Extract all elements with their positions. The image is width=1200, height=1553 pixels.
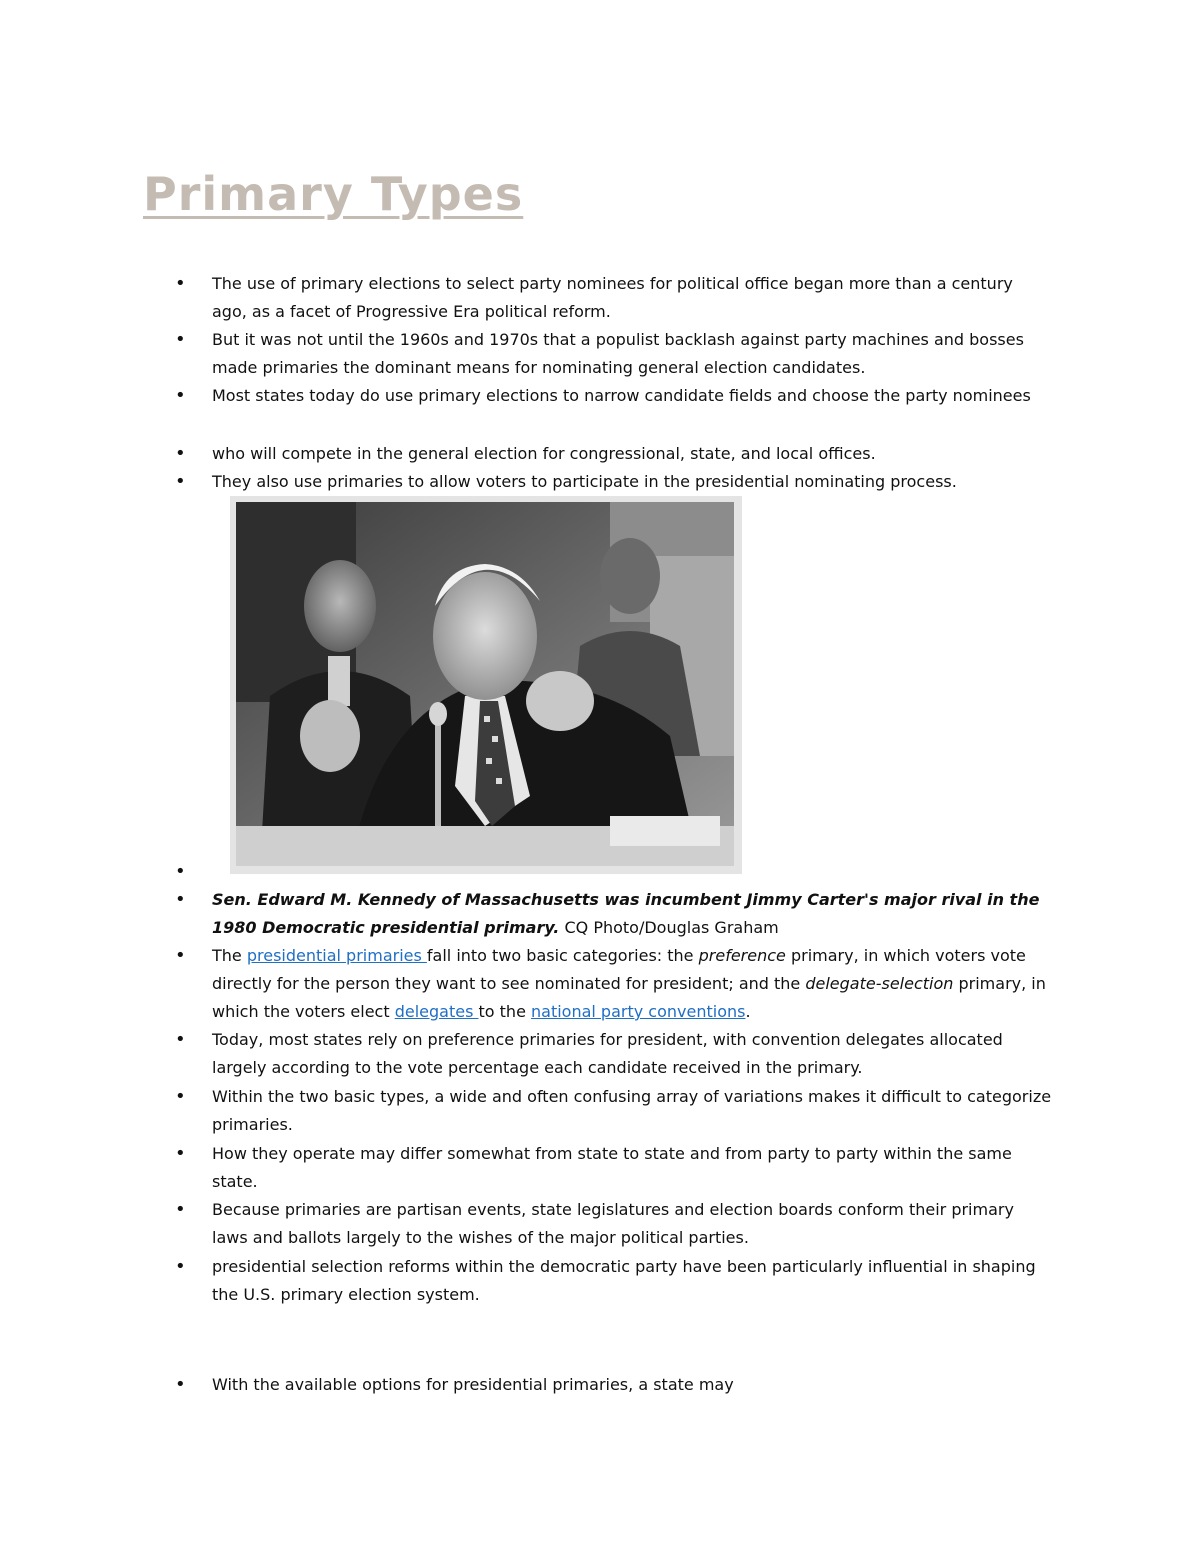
- kennedy-photo: [230, 496, 742, 874]
- link-presidential-primaries[interactable]: presidential primaries: [246, 946, 427, 965]
- list-item: [175, 942, 1052, 1026]
- item-text: The: [212, 946, 247, 965]
- item-text-italic: delegate-selection: [805, 974, 954, 993]
- bullet-icon: •: [175, 1086, 186, 1107]
- bullet-icon: •: [175, 471, 186, 492]
- item-text: The use of primary elections to select party nominees for political office began more than a century ago, as a facet of Progressive Era political reform.: [212, 274, 1013, 321]
- list-item: [175, 1253, 1052, 1309]
- photo-image: [230, 496, 742, 874]
- item-text: Today, most states rely on preference primaries for president, with convention delegates allocated largely according to the vote percentage each candidate received in the primary.: [212, 1030, 1003, 1077]
- bullet-icon: •: [175, 1256, 186, 1277]
- item-text: Because primaries are partisan events, state legislatures and election boards conform their primary laws and ballots largely to the wishes of the major political parties.: [212, 1200, 1014, 1247]
- item-text: But it was not until the 1960s and 1970s that a populist backlash against party machines and bosses made primaries the dominant means for nominating general election candidates.: [212, 330, 1024, 377]
- list-item: [175, 1371, 1052, 1399]
- item-text: to the: [478, 1002, 531, 1021]
- item-text: They also use primaries to allow voters to participate in the presidential nominating process.: [212, 472, 957, 491]
- item-text: who will compete in the general election for congressional, state, and local offices.: [212, 444, 876, 463]
- list-item: [175, 1083, 1052, 1139]
- bullet-icon: •: [175, 1143, 186, 1164]
- item-text: .: [745, 1002, 751, 1021]
- bullet-icon: •: [175, 273, 186, 294]
- bullet-icon: •: [175, 889, 186, 910]
- bullet-icon: •: [175, 1029, 186, 1050]
- item-text: presidential selection reforms within the democratic party have been particularly influential in shaping the U.S. primary election system.: [212, 1257, 1036, 1304]
- item-text: Within the two basic types, a wide and often confusing array of variations makes it difficult to categorize primaries.: [212, 1087, 1052, 1134]
- caption-text: Sen. Edward M. Kennedy of Massachusetts was incumbent Jimmy Carter's major rival in the 1980 Democratic presidential primary.: [212, 890, 1040, 937]
- bullet-icon: •: [175, 329, 186, 350]
- item-text: primary, in which the voters elect: [212, 974, 1046, 1021]
- photo-caption: [175, 886, 1052, 942]
- bullet-icon: •: [175, 385, 186, 406]
- bullet-icon: •: [175, 1374, 186, 1395]
- bullet-icon: •: [175, 861, 186, 882]
- list-item: [175, 1196, 1052, 1252]
- item-text: Most states today do use primary elections to narrow candidate fields and choose the party nominees: [212, 386, 1031, 405]
- item-text: With the available options for presidential primaries, a state may: [212, 1375, 734, 1394]
- list-item: [175, 468, 1052, 496]
- bullet-icon: •: [175, 945, 186, 966]
- caption-credit: CQ Photo/Douglas Graham: [559, 918, 779, 937]
- list-item: [175, 382, 1052, 410]
- bullet-icon: •: [175, 1199, 186, 1220]
- list-item: [175, 440, 1052, 468]
- list-item: [175, 1026, 1052, 1082]
- link-national-party-conventions[interactable]: national party conventions: [531, 1002, 746, 1021]
- item-text: primary, in which voters vote directly for the person they want to see nominated for president; and the: [212, 946, 1026, 993]
- item-text: fall into two basic categories: the: [426, 946, 699, 965]
- bullet-icon: •: [175, 443, 186, 464]
- list-item: [175, 326, 1052, 382]
- item-text-italic: preference: [698, 946, 786, 965]
- page-title: Primary Types: [143, 167, 524, 221]
- list-item: [175, 1140, 1052, 1196]
- item-text: How they operate may differ somewhat from state to state and from party to party within the same state.: [212, 1144, 1012, 1191]
- list-item: [175, 270, 1052, 326]
- link-delegates[interactable]: delegates: [394, 1002, 479, 1021]
